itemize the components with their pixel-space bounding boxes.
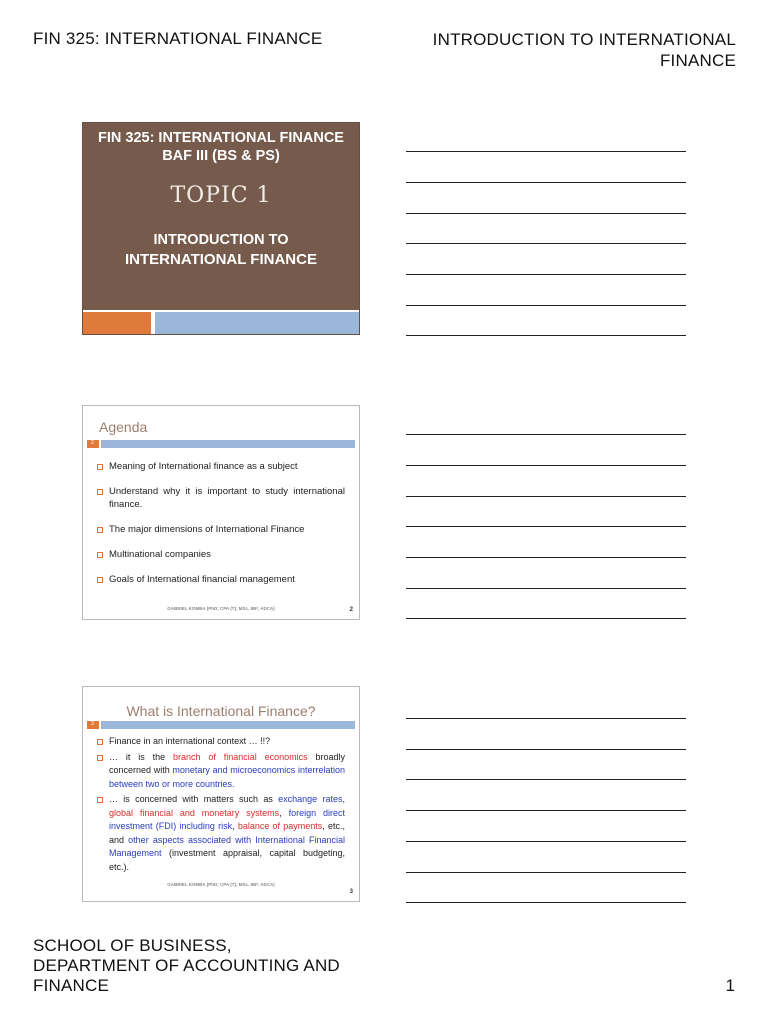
slide-1-intro-line2: INTERNATIONAL FINANCE [125, 251, 317, 268]
note-line [406, 182, 686, 183]
text-span: , [342, 794, 345, 804]
header-chapter-title [376, 29, 736, 71]
note-line [406, 810, 686, 811]
highlight-blue: foreign direct investment (FDI) including risk [109, 807, 346, 831]
list-item: Meaning of International finance as a subject [97, 460, 345, 473]
note-line [406, 718, 686, 719]
list-item [97, 793, 345, 874]
slide-1-course: FIN 325: INTERNATIONAL FINANCE [98, 130, 344, 146]
slide-3-band-number: 3 [91, 721, 94, 727]
footer-line3: FINANCE [33, 976, 110, 995]
header-chapter-line2: FINANCE [659, 51, 736, 70]
note-line [406, 335, 686, 336]
slide-1-subtitle [83, 230, 359, 270]
slide-2-band [83, 440, 359, 448]
note-line [406, 779, 686, 780]
note-line [406, 274, 686, 275]
slide-1-topic: TOPIC 1 [170, 183, 272, 208]
note-line [406, 618, 686, 619]
highlight-red: branch of financial economics [172, 751, 308, 762]
note-line [406, 305, 686, 306]
slide-3-page-number: 3 [349, 889, 353, 895]
list-item: Finance in an international context … !!? [97, 735, 345, 749]
footer-line2: DEPARTMENT OF ACCOUNTING AND [33, 956, 340, 975]
text-span: , [279, 807, 289, 818]
note-line [406, 749, 686, 750]
highlight-blue: other aspects associated with International Financial Management [109, 834, 345, 858]
text-span: broadly concerned with [109, 751, 345, 775]
note-line [406, 496, 686, 497]
note-line [406, 213, 686, 214]
highlight-blue: exchange rates [278, 794, 343, 804]
header-chapter-line1: INTRODUCTION TO INTERNATIONAL [432, 30, 736, 49]
page-number: 1 [725, 976, 735, 995]
header-course-title: FIN 325: INTERNATIONAL FINANCE [33, 29, 323, 48]
slide-2-band-number: 2 [91, 440, 94, 446]
note-line [406, 434, 686, 435]
highlight-blue: monetary and microeconomics interrelation between two or more countries. [109, 765, 345, 789]
slide-3-band [83, 721, 359, 729]
slide-3-definition [82, 686, 360, 902]
text-span: , [232, 821, 238, 831]
slide-2-agenda [82, 405, 360, 620]
note-line [406, 243, 686, 244]
slide-2-header [83, 406, 359, 440]
note-line [406, 557, 686, 558]
text-span: … is concerned with matters such as [109, 794, 279, 804]
slide-1-class: BAF III (BS & PS) [162, 148, 280, 164]
slide-2-bullet-list [83, 460, 359, 586]
slide-3-title: What is International Finance? [126, 703, 316, 719]
footer-department [33, 936, 340, 996]
note-line [406, 841, 686, 842]
note-line [406, 902, 686, 903]
slide-1-title [82, 122, 360, 335]
note-line [406, 588, 686, 589]
list-item: Multinational companies [97, 548, 345, 561]
text-span: … it is the [109, 751, 173, 762]
text-span: (investment appraisal, capital budgeting, etc.). [109, 848, 345, 872]
highlight-red: balance of payments [237, 821, 323, 831]
list-item: Goals of International financial management [97, 573, 345, 586]
slide-1-orange-block [83, 312, 151, 334]
slide-3-band-blue [101, 721, 355, 729]
list-item: Understand why it is important to study international finance. [97, 485, 345, 511]
slide-1-bottom-bar [83, 310, 359, 334]
slide-2-title: Agenda [99, 419, 148, 435]
list-item [97, 751, 345, 792]
highlight-red: global financial and monetary systems [109, 807, 280, 818]
note-line [406, 872, 686, 873]
slide-3-header [83, 687, 359, 721]
slide-2-band-blue [101, 440, 355, 448]
note-line [406, 526, 686, 527]
list-item: The major dimensions of International Finance [97, 523, 345, 536]
footer-line1: SCHOOL OF BUSINESS, [33, 936, 232, 955]
slide-1-intro-line1: INTRODUCTION TO [153, 232, 289, 248]
slide-1-heading [83, 129, 359, 165]
slide-1-blue-block [155, 312, 359, 334]
slide-2-page-number: 2 [349, 607, 353, 613]
slide-3-author: GABRIEL KOMBA (PhD; CPA (T); MSc. IBF; ADCA) [167, 882, 275, 887]
slide-3-bullet-list [83, 735, 359, 874]
note-line [406, 151, 686, 152]
slide-2-author: GABRIEL KOMBA (PhD; CPA (T); MSc. IBF; ADCA) [167, 606, 275, 611]
note-line [406, 465, 686, 466]
text-span: , etc., and [109, 821, 345, 845]
